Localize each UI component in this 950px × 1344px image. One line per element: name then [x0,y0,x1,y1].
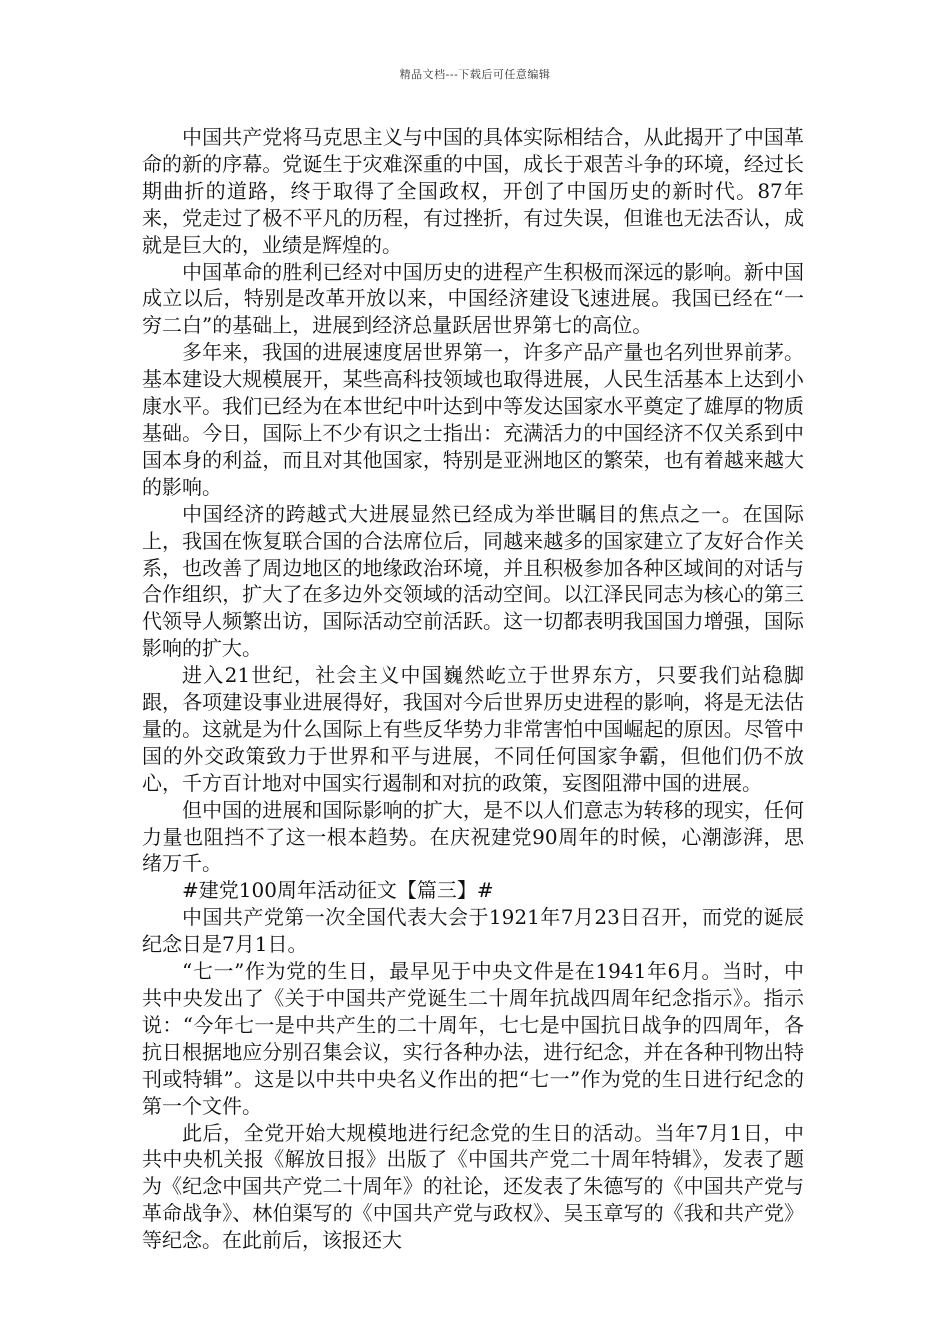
paragraph: 但中国的进展和国际影响的扩大，是不以人们意志为转移的现实，任何力量也阻挡不了这一根本趋势。在庆祝建党90周年的时候，心潮澎湃，思绪万千。 [142,797,804,876]
paragraph: 此后，全党开始大规模地进行纪念党的生日的活动。当年7月1日，中共中央机关报《解放日报》出版了《中国共产党二十周年特辑》，发表了题为《纪念中国共产党二十周年》的社论，还发表了朱德写的《中国共产党与革命战争》、林伯渠写的《中国共产党与政权》、吴玉章写的《我和共产党》等纪念。在此前后，该报还大 [142,1120,804,1253]
paragraph: “七一”作为党的生日，最早见于中央文件是在1941年6月。当时，中共中央发出了《关于中国共产党诞生二十周年抗战四周年纪念指示》。指示说：“今年七一是中共产生的二十周年，七七是中国抗日战争的四周年，各抗日根据地应分别召集会议，实行各种办法，进行纪念，并在各种刊物出特刊或特辑”。这是以中共中央名义作出的把“七一”作为党的生日进行纪念的第一个文件。 [142,959,804,1118]
document-body [142,124,804,1254]
paragraph: 中国革命的胜利已经对中国历史的进程产生积极而深远的影响。新中国成立以后，特别是改革开放以来，中国经济建设飞速进展。我国已经在“一穷二白”的基础上，进展到经济总量跃居世界第七的高位。 [142,259,804,338]
paragraph: 进入21世纪，社会主义中国巍然屹立于世界东方，只要我们站稳脚跟，各项建设事业进展得好，我国对今后世界历史进程的影响，将是无法估量的。这就是为什么国际上有些反华势力非常害怕中国崛起的原因。尽管中国的外交政策致力于世界和平与进展，不同任何国家争霸，但他们仍不放心，千方百计地对中国实行遏制和对抗的政策，妄图阻滞中国的进展。 [142,663,804,795]
paragraph: 中国共产党将马克思主义与中国的具体实际相结合，从此揭开了中国革命的新的序幕。党诞生于灾难深重的中国，成长于艰苦斗争的环境，经过长期曲折的道路，终于取得了全国政权，开创了中国历史的新时代。87年来，党走过了极不平凡的历程，有过挫折，有过失误，但谁也无法否认，成就是巨大的，业绩是辉煌的。 [142,125,804,257]
page-header: 精品文档---下载后可任意编辑 [399,68,551,81]
section-heading: #建党100周年活动征文【篇三】# [182,878,494,903]
paragraph: 多年来，我国的进展速度居世界第一，许多产品产量也名列世界前茅。基本建设大规模展开，某些高科技领域也取得进展，人民生活基本上达到小康水平。我们已经为在本世纪中叶达到中等发达国家水平奠定了雄厚的物质基础。今日，国际上不少有识之士指出：充满活力的中国经济不仅关系到中国本身的利益，而且对其他国家，特别是亚洲地区的繁荣，也有着越来越大的影响。 [142,340,804,499]
paragraph: 中国共产党第一次全国代表大会于1921年7月23日召开，而党的诞辰纪念日是7月1日。 [142,905,804,957]
paragraph: 中国经济的跨越式大进展显然已经成为举世瞩目的焦点之一。在国际上，我国在恢复联合国的合法席位后，同越来越多的国家建立了友好合作关系，也改善了周边地区的地缘政治环境，并且积极参加各种区域间的对话与合作组织，扩大了在多边外交领域的活动空间。以江泽民同志为核心的第三代领导人频繁出访，国际活动空前活跃。这一切都表明我国国力增强，国际影响的扩大。 [142,501,804,661]
